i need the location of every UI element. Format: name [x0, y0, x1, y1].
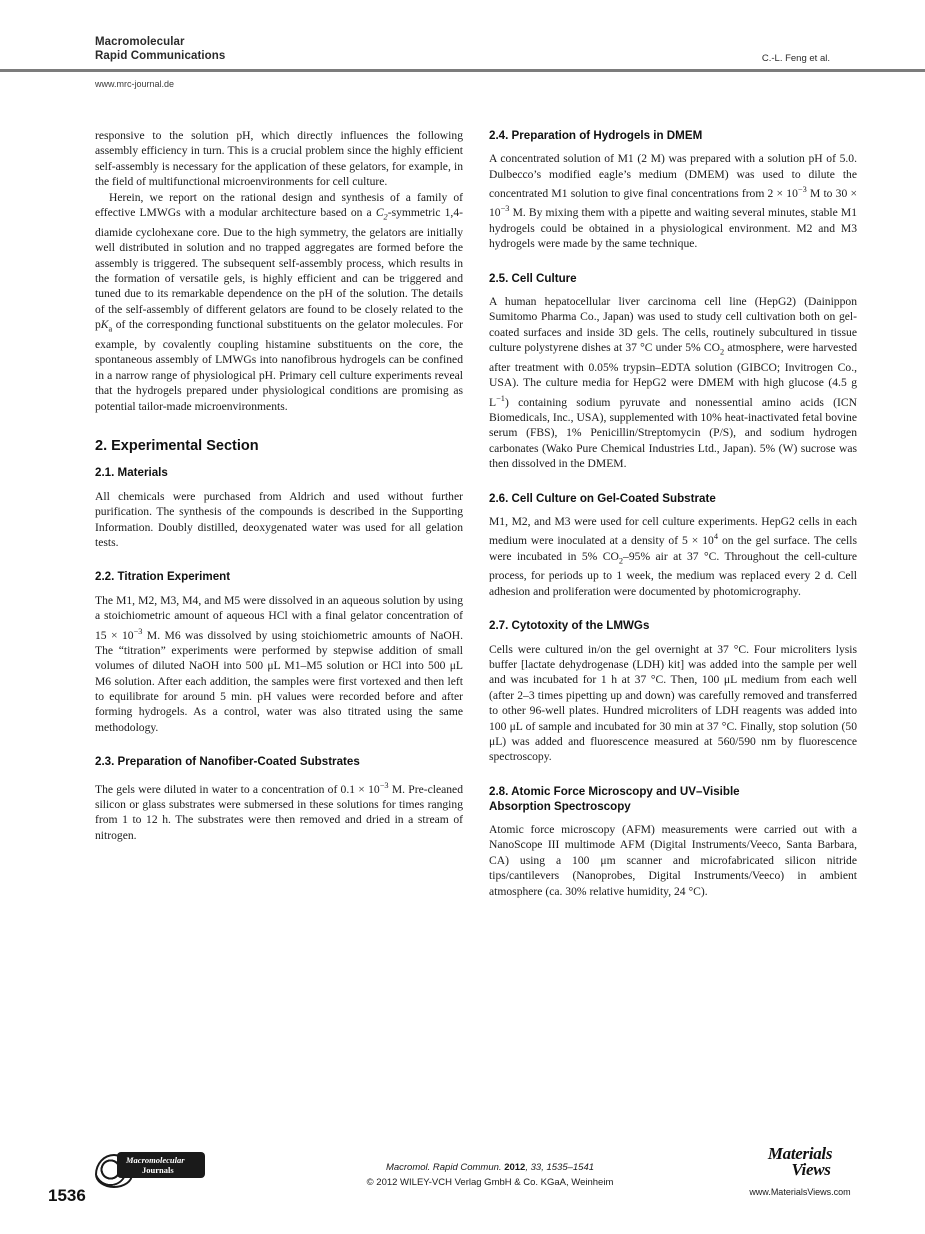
cellculture-text-b: atmosphere, were harvested after treatment with 0.05% trypsin–EDTA solution (GIBCO; Invitrogen Co., USA). The culture media for HepG2 were DMEM with high glucose (4.5 g L	[489, 341, 857, 409]
dmem-molar-3: M	[509, 206, 523, 220]
dmem-text-c: to 30 × 10	[489, 187, 857, 220]
dmem-molar-1: M	[650, 152, 661, 166]
gelcoated-text-a: M1, M2, and M3 were used for cell culture experiments. HepG2 cells in each medium were inoculated at a density of 5 × 10	[489, 515, 857, 548]
titration-unit: M	[142, 628, 158, 642]
left-column	[95, 128, 463, 843]
heading-experimental-section: 2. Experimental Section	[95, 437, 259, 454]
cellculture-co2-sub: 2	[720, 347, 725, 357]
dmem-exponent-1: −3	[797, 185, 807, 195]
header-authors: C.-L. Feng et al.	[761, 53, 830, 64]
journal-url: www.mrc-journal.de	[95, 79, 175, 89]
page-header	[95, 36, 830, 70]
paragraph-cell-culture-gel-coated	[489, 514, 857, 599]
herein-text-a: Herein, we report on the rational design and synthesis of a family of effective LMWGs with a modular architecture based on a	[95, 190, 463, 220]
materials-views-url[interactable]: www.MaterialsViews.com	[749, 1187, 851, 1197]
paragraph-herein	[95, 190, 463, 414]
journal-title-line1: Macromolecular	[95, 36, 185, 48]
header-divider	[0, 69, 925, 72]
dmem-text-d: . By mixing them with a pipette and waiting several minutes, stable M1 hydrogels could be obtained in a physiological environment. M2 and M3 hydrogels were made by the same technique.	[489, 206, 857, 251]
logo-badge	[117, 1152, 205, 1178]
journal-title	[95, 36, 225, 63]
copyright-line: © 2012 WILEY-VCH Verlag GmbH & Co. KGaA, Weinheim	[366, 1177, 614, 1188]
herein-c2: C	[375, 206, 384, 220]
heading-cell-culture-gel-coated: 2.6. Cell Culture on Gel-Coated Substrate	[489, 491, 716, 505]
gelcoated-co2-sub: 2	[618, 556, 624, 565]
dmem-text-b: ) was prepared with a solution pH of 5.0. Dulbecco’s modified eagle’s medium (DMEM) was used to dilute the concentrated M1 solution to give final concentrations from 2 × 10	[489, 152, 857, 201]
afm-title-line2: Absorption Spectroscopy	[489, 799, 631, 813]
journal-title-line2: Rapid Communications	[95, 49, 226, 62]
materials-views-logo	[740, 1146, 860, 1197]
nanofiber-text-a: The gels were diluted in water to a concentration of 0.1 × 10	[95, 782, 380, 796]
logo-line2: Journals	[142, 1165, 174, 1175]
citation-separator: ,	[525, 1162, 531, 1173]
titration-exponent: −3	[133, 626, 143, 636]
heading-hydrogels-dmem: 2.4. Preparation of Hydrogels in DMEM	[489, 129, 703, 142]
herein-text-b: -symmetric 1,4-diamide cyclohexane core. Due to the high symmetry, the gelators are initially well distributed in solution and no trapped aggregates are formed before the assembly is triggered. The subsequent self-assembly process, which results in the formation of versatile gels, is highly efficient and can be triggered and tuned due to its remarkable dependence on the pH of the solution. The details of the self-assembly of different gelators are found to be closely related to the p	[95, 206, 463, 332]
citation-line	[300, 1160, 680, 1175]
materials-views-word1: Materials	[767, 1144, 833, 1163]
citation-journal: Macromol. Rapid Commun.	[385, 1162, 505, 1173]
gelcoated-text-c: –95% air at 37 °C. Throughout the cell-culture process, for periods up to 1 week, the medium was replaced every 2 d. Cell adhesion and proliferation were documented by photomicrography.	[489, 549, 857, 598]
citation-pages: , 1535–1541	[541, 1162, 595, 1173]
paragraph-titration	[95, 593, 463, 736]
cellculture-text-c: ) containing sodium pyruvate and nonessential amino acids (ICN Biomedicals, Inc., USA), supplemented with 10% heat-inactivated fetal bovine serum (FBS), 1% Penicillin/Streptomycin (P/S), and sodium hydrogen carbonates (Wako Pure Chemical Industries Ltd., Japan). 5% (W) sucrose was then dissolved in the DMEM.	[489, 395, 857, 471]
heading-materials: 2.1. Materials	[95, 466, 168, 480]
herein-text-c: of the corresponding functional substituents on the gelator molecules. For example, by covalently coupling histamine substituents on the core, the spontaneous assembly of LMWGs into nanofibrous hydrogels can be confined in a narrow range of physiological pH. Primary cell culture experiments reveal that the hydrogels prepared under physiological conditions are promising as potential tailor-made microenvironments.	[95, 318, 463, 413]
right-column	[489, 128, 857, 899]
heading-afm-uv	[489, 784, 857, 814]
paragraph-afm-uv: Atomic force microscopy (AFM) measurements were carried out with a NanoScope III multimode AFM (Digital Instruments/Veeco, Santa Barbara, CA) using a 100 μm scanner and microfabricated silicon nitride tips/cantilevers (Nanoprobes, Digital Instruments/Veeco) in ambient atmosphere (ca. 30% relative humidity, 24 °C).	[489, 822, 857, 898]
citation-year: 2012	[504, 1162, 526, 1173]
heading-nanofiber-substrates: 2.3. Preparation of Nanofiber-Coated Substrates	[95, 755, 360, 769]
titration-text-a: The M1, M2, M3, M4, and M5 were dissolved in an aqueous solution by using a stoichiometric amount of aqueous HCl with a final gelator concentration of 15 × 10	[95, 593, 463, 642]
cellculture-text-a: A human hepatocellular liver carcinoma cell line (HepG2) (Dainippon Sumitomo Pharma Co., Japan) was used to study cell cultivation both on gel-coated surfaces and inside 3D gels. The cells, routinely subcultured in tissue culture polystyrene dishes at 37 °C under 5% CO	[489, 294, 857, 355]
herein-pka-k: K	[100, 318, 109, 332]
dmem-text-a: A concentrated solution of M1 (2	[489, 152, 651, 166]
dmem-exponent-2: −3	[500, 204, 510, 214]
footer-citation-block	[300, 1160, 680, 1190]
paragraph-nanofiber-substrates	[95, 778, 463, 843]
gelcoated-sup: 4	[713, 532, 719, 542]
page-number: 1536	[48, 1186, 86, 1205]
nanofiber-exponent: −3	[379, 780, 389, 790]
dmem-molar-2: M	[806, 187, 821, 201]
nanofiber-text-b: . Pre-cleaned silicon or glass substrates were submersed in these solutions for times ranging from 1 to 12 h. The substrates were then removed and dried in a stream of nitrogen.	[95, 782, 463, 842]
paragraph-materials: All chemicals were purchased from Aldrich and used without further purification. The synthesis of the compounds is described in the Supporting Information. Doubly distilled, deoxygenated water was used for all gelation tests.	[95, 489, 463, 549]
cellculture-sup: −1	[496, 393, 505, 403]
paragraph-responsive: responsive to the solution pH, which directly influences the following assembly efficiency in turn. This is a crucial problem since the highly efficient self-assembly is necessary for the application of these gelators, for example, in the field of multifunctional microenvironments for cell culture.	[95, 129, 463, 189]
heading-cell-culture: 2.5. Cell Culture	[489, 271, 577, 285]
macromolecular-journals-logo	[95, 1152, 205, 1186]
paragraph-cytotoxity: Cells were cultured in/on the gel overnight at 37 °C. Four microliters lysis buffer [lactate dehydrogenase (LDH) kit] was added into the sample per well and was incubated for 1 h at 37 °C. Then, 100 μL medium from each well (after 2–3 times pipetting up and down) was carefully removed and transferred to other 96-well plates. Hundred microliters of LDH reagents was added into 100 μL of sample and incubated for 30 min at 37 °C. Finally, stop solution (50 μL) was added and fluorescence measured at 560/590 nm by fluorescence spectroscopy.	[489, 642, 857, 764]
paragraph-hydrogels-dmem	[489, 151, 857, 251]
herein-pka-sub: a	[108, 324, 113, 334]
logo-line1: Macromolecular	[126, 1155, 185, 1165]
paragraph-cell-culture	[489, 294, 857, 472]
gelcoated-text-b: on the gel surface. The cells were incubated in 5% CO	[489, 534, 857, 563]
heading-cytotoxity: 2.7. Cytotoxity of the LMWGs	[489, 619, 650, 633]
afm-title-line1: 2.8. Atomic Force Microscopy and UV–Visible	[489, 784, 740, 798]
nanofiber-unit: M	[388, 782, 403, 796]
materials-views-word2: Views	[791, 1160, 831, 1179]
heading-titration-experiment: 2.2. Titration Experiment	[95, 570, 231, 584]
citation-volume: 33	[530, 1162, 542, 1173]
herein-c2-sub: 2	[383, 212, 388, 222]
titration-text-b: . M6 was dissolved by using stoichiometric amounts of NaOH. The “titration” experiments were performed by stepwise addition of small volumes of diluted NaOH into 500 μL M1–M5 solution or HCl into 500 μL M6 solution. After each addition, the samples were first vortexed and then left to equilibrate for around 5 min. pH values were recorded before and after forming hydrogels. As a control, water was also titrated using the same methodology.	[95, 628, 463, 734]
page-footer	[0, 1140, 925, 1230]
